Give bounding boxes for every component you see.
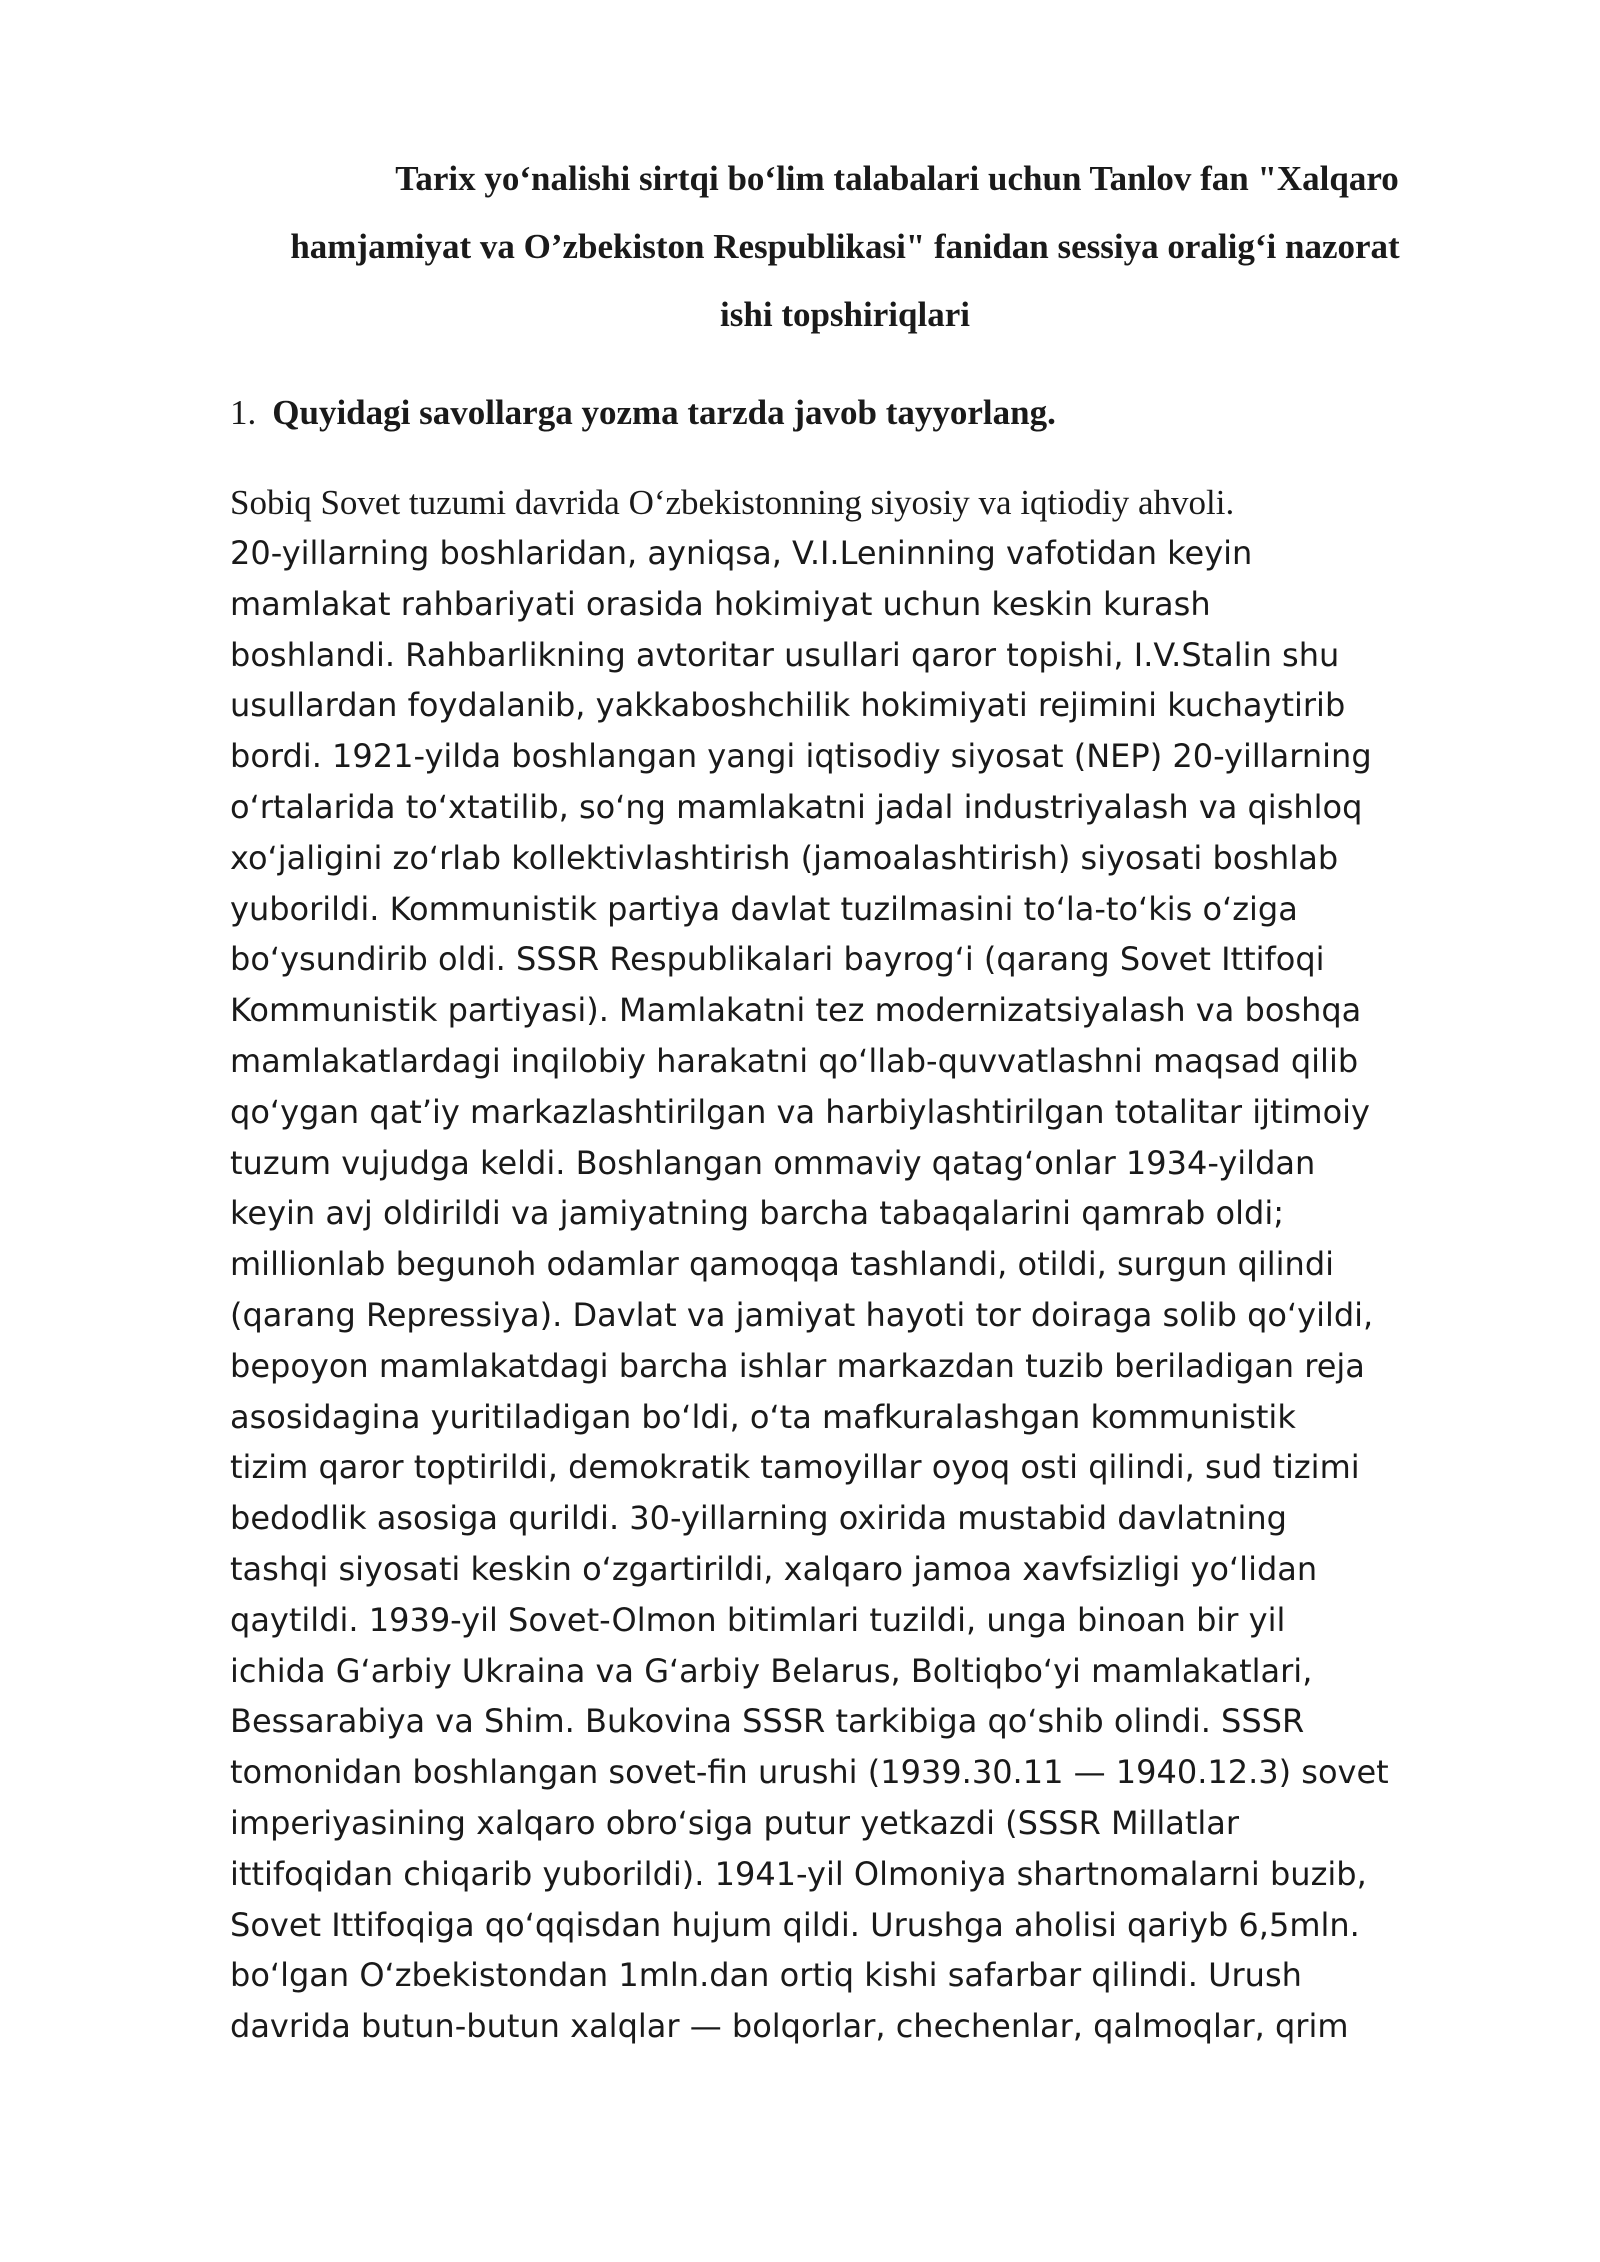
- body-line: tomonidan boshlangan sovet-fin urushi (1939.30.11 — 1940.12.3) sovet: [230, 1753, 1389, 1792]
- body-line: boʻysundirib oldi. SSSR Respublikalari bayrogʻi (qarang Sovet Ittifoqi: [230, 940, 1325, 979]
- body-line: 20-yillarning boshlaridan, ayniqsa, V.I.Leninning vafotidan keyin: [230, 534, 1253, 572]
- body-line: davrida butun-butun xalqlar — bolqorlar, chechenlar, qalmoqlar, qrim: [230, 2007, 1349, 2046]
- question-item: [230, 388, 1480, 438]
- body-line: Kommunistik partiyasi). Mamlakatni tez modernizatsiyalash va boshqa: [230, 991, 1362, 1030]
- body-line: ichida Gʻarbiy Ukraina va Gʻarbiy Belarus, Boltiqboʻyi mamlakatlari,: [230, 1651, 1313, 1690]
- body-line: qaytildi. 1939-yil Sovet-Olmon bitimlari tuzildi, unga binoan bir yil: [230, 1600, 1286, 1639]
- body-line: bepoyon mamlakatdagi barcha ishlar markazdan tuzib beriladigan reja: [230, 1346, 1365, 1385]
- document-title: [230, 145, 1460, 349]
- body-line: mamlakat rahbariyati orasida hokimiyat uchun keskin kurash: [230, 584, 1211, 623]
- body-line: oʻrtalarida toʻxtatilib, soʻng mamlakatni jadal industriyalash va qishloq: [230, 787, 1363, 826]
- body-line: keyin avj oldirildi va jamiyatning barcha tabaqalarini qamrab oldi;: [230, 1194, 1284, 1233]
- title-line-2: hamjamiyat va O’zbekiston Respublikasi" fanidan sessiya oralig‘i nazorat: [290, 227, 1400, 266]
- body-line: Bessarabiya va Shim. Bukovina SSSR tarkibiga qoʻshib olindi. SSSR: [230, 1702, 1305, 1741]
- question-text: Quyidagi savollarga yozma tarzda javob tayyorlang.: [272, 393, 1056, 432]
- body-paragraph: [230, 528, 1500, 2052]
- question-number: 1.: [230, 393, 257, 432]
- body-line: Sovet Ittifoqiga qoʻqqisdan hujum qildi. Urushga aholisi qariyb 6,5mln.: [230, 1905, 1360, 1944]
- title-line-3: ishi topshiriqlari: [720, 295, 970, 334]
- body-line: boʻlgan Oʻzbekistondan 1mln.dan ortiq kishi safarbar qilindi. Urush: [230, 1956, 1302, 1995]
- body-line: usullardan foydalanib, yakkaboshchilik hokimiyati rejimini kuchaytirib: [230, 686, 1346, 725]
- body-line: xoʻjaligini zoʻrlab kollektivlashtirish (jamoalashtirish) siyosati boshlab: [230, 838, 1339, 877]
- body-line: asosidagina yuritiladigan boʻldi, oʻta mafkuralashgan kommunistik: [230, 1397, 1296, 1436]
- body-line: tuzum vujudga keldi. Boshlangan ommaviy qatagʻonlar 1934-yildan: [230, 1143, 1316, 1182]
- body-line: millionlab begunoh odamlar qamoqqa tashlandi, otildi, surgun qilindi: [230, 1245, 1335, 1284]
- body-line: qoʻygan qatʼiy markazlashtirilgan va harbiylashtirilgan totalitar ijtimoiy: [230, 1092, 1370, 1131]
- body-line: ittifoqidan chiqarib yuborildi). 1941-yil Olmoniya shartnomalarni buzib,: [230, 1854, 1367, 1893]
- body-line: yuborildi. Kommunistik partiya davlat tuzilmasini toʻla-toʻkis oʻziga: [230, 889, 1298, 928]
- section-subheading: Sobiq Sovet tuzumi davrida O‘zbekistonning siyosiy va iqtiodiy ahvoli.: [230, 483, 1235, 522]
- body-line: bedodlik asosiga qurildi. 30-yillarning oxirida mustabid davlatning: [230, 1499, 1287, 1538]
- body-line: (qarang Repressiya). Davlat va jamiyat hayoti tor doiraga solib qoʻyildi,: [230, 1295, 1374, 1334]
- body-line: boshlandi. Rahbarlikning avtoritar usullari qaror topishi, I.V.Stalin shu: [230, 635, 1340, 674]
- body-line: mamlakatlardagi inqilobiy harakatni qoʻllab-quvvatlashni maqsad qilib: [230, 1041, 1359, 1080]
- body-line: tizim qaror toptirildi, demokratik tamoyillar oyoq osti qilindi, sud tizimi: [230, 1448, 1360, 1487]
- body-line: imperiyasining xalqaro obroʻsiga putur yetkazdi (SSSR Millatlar: [230, 1803, 1240, 1842]
- body-line: tashqi siyosati keskin oʻzgartirildi, xalqaro jamoa xavfsizligi yoʻlidan: [230, 1549, 1318, 1588]
- body-line: bordi. 1921-yilda boshlangan yangi iqtisodiy siyosat (NEP) 20-yillarning: [230, 737, 1372, 776]
- title-line-1: Tarix yo‘nalishi sirtqi bo‘lim talabalari uchun Tanlov fan "Xalqaro: [395, 159, 1399, 198]
